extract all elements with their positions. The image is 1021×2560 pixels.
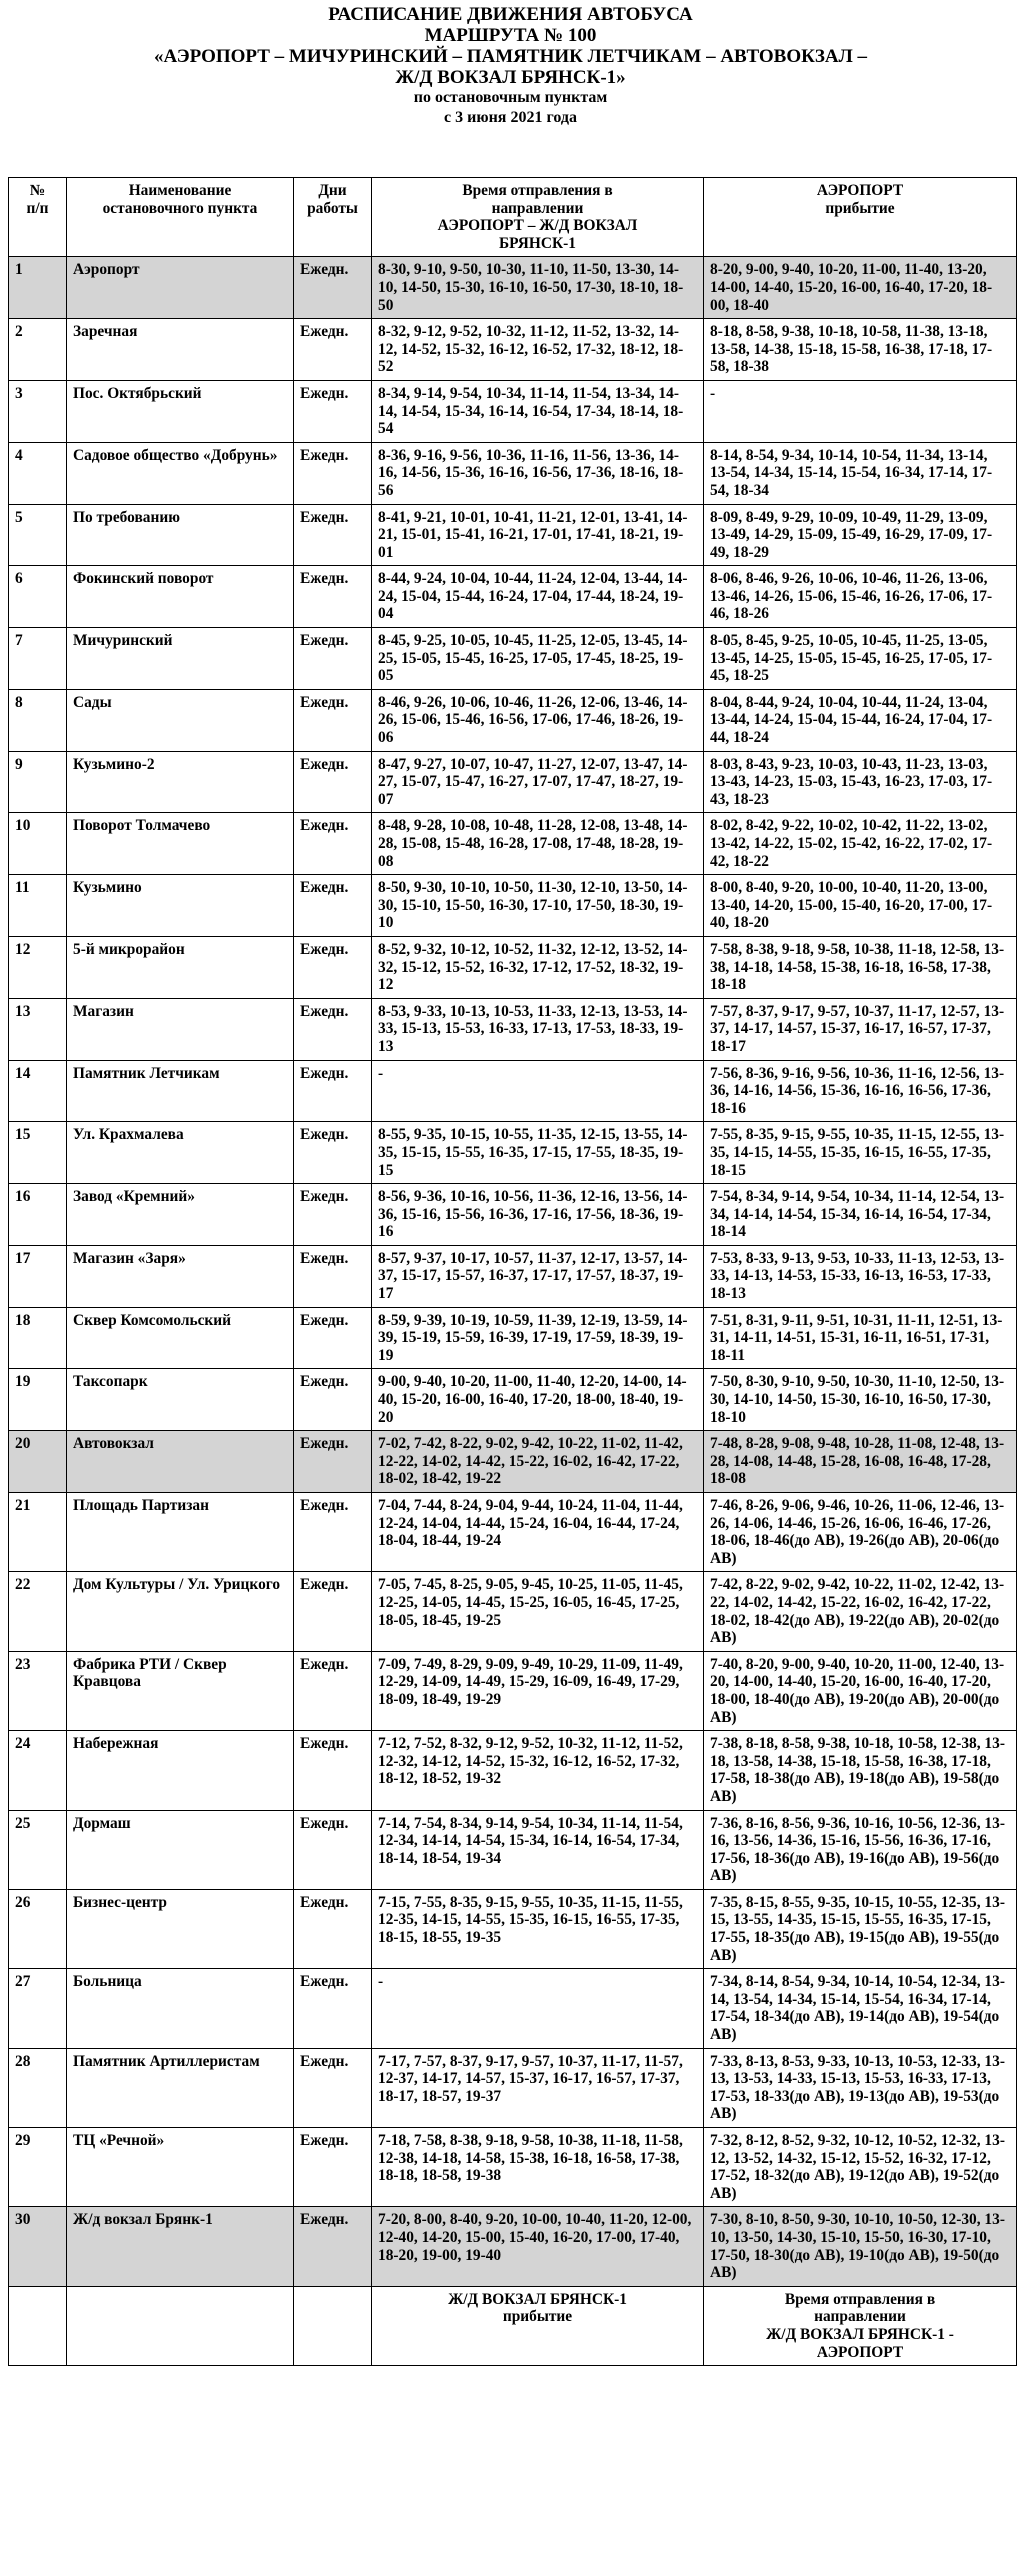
- departure-times-forward: 8-56, 9-36, 10-16, 10-56, 11-36, 12-16, 13-56, 14-36, 15-16, 15-56, 16-36, 17-16, 17-56, 18-36, 19-16: [372, 1184, 704, 1246]
- stop-name: Сады: [67, 689, 294, 751]
- operating-days: Ежедн.: [294, 566, 372, 628]
- departure-times-forward: 8-55, 9-35, 10-15, 10-55, 11-35, 12-15, 13-55, 14-35, 15-15, 15-55, 16-35, 17-15, 17-55, 18-35, 19-15: [372, 1122, 704, 1184]
- departure-times-forward: 7-18, 7-58, 8-38, 9-18, 9-58, 10-38, 11-18, 11-58, 12-38, 14-18, 14-58, 15-38, 16-18, 16-58, 17-38, 18-18, 18-58, 19-38: [372, 2128, 704, 2207]
- operating-days: Ежедн.: [294, 1307, 372, 1369]
- arrival-times-airport: 7-36, 8-16, 8-56, 9-36, 10-16, 10-56, 12-36, 13-16, 13-56, 14-36, 15-16, 15-56, 16-36, 17-16, 17-56, 18-36(до АВ), 19-16(до АВ), 19-56(до АВ): [704, 1810, 1017, 1889]
- operating-days: Ежедн.: [294, 1431, 372, 1493]
- stop-name: Мичуринский: [67, 628, 294, 690]
- column-header-days: Дни работы: [294, 178, 372, 257]
- stop-name: Дом Культуры / Ул. Урицкого: [67, 1572, 294, 1651]
- arrival-times-airport: 8-03, 8-43, 9-23, 10-03, 10-43, 11-23, 13-03, 13-43, 14-23, 15-03, 15-43, 16-23, 17-03, 17-43, 18-23: [704, 751, 1017, 813]
- arrival-times-airport: 7-53, 8-33, 9-13, 9-53, 10-33, 11-13, 12-53, 13-33, 14-13, 14-53, 15-33, 16-13, 16-53, 17-33, 18-13: [704, 1245, 1017, 1307]
- departure-times-forward: 8-57, 9-37, 10-17, 10-57, 11-37, 12-17, 13-57, 14-37, 15-17, 15-57, 16-37, 17-17, 17-57, 18-37, 19-17: [372, 1245, 704, 1307]
- row-number: 2: [9, 319, 67, 381]
- table-row: [9, 628, 1017, 690]
- arrival-times-airport: 7-40, 8-20, 9-00, 9-40, 10-20, 11-00, 12-40, 13-20, 14-00, 14-40, 15-20, 16-00, 16-40, 17-20, 18-00, 18-40(до АВ), 19-20(до АВ), 20-00(до АВ): [704, 1651, 1017, 1730]
- footer-empty-cell: [67, 2286, 294, 2365]
- stop-name: Магазин: [67, 998, 294, 1060]
- footer-forward-arrival: Ж/Д ВОКЗАЛ БРЯНСК-1 прибытие: [372, 2286, 704, 2365]
- table-row: [9, 1731, 1017, 1810]
- departure-times-forward: 7-02, 7-42, 8-22, 9-02, 9-42, 10-22, 11-02, 11-42, 12-22, 14-02, 14-42, 15-22, 16-02, 16-42, 17-22, 18-02, 18-42, 19-22: [372, 1431, 704, 1493]
- stop-name: 5-й микрорайон: [67, 936, 294, 998]
- table-row: [9, 1184, 1017, 1246]
- departure-times-forward: 7-14, 7-54, 8-34, 9-14, 9-54, 10-34, 11-14, 11-54, 12-34, 14-14, 14-54, 15-34, 16-14, 16-54, 17-34, 18-14, 18-54, 19-34: [372, 1810, 704, 1889]
- stop-name: Автовокзал: [67, 1431, 294, 1493]
- operating-days: Ежедн.: [294, 1810, 372, 1889]
- column-header-number: № п/п: [9, 178, 67, 257]
- row-number: 5: [9, 504, 67, 566]
- row-number: 4: [9, 442, 67, 504]
- operating-days: Ежедн.: [294, 257, 372, 319]
- row-number: 12: [9, 936, 67, 998]
- arrival-times-airport: 7-56, 8-36, 9-16, 9-56, 10-36, 11-16, 12-56, 13-36, 14-16, 14-56, 15-36, 16-16, 16-56, 17-36, 18-16: [704, 1060, 1017, 1122]
- stop-name: Ж/д вокзал Брянк-1: [67, 2207, 294, 2286]
- table-row: [9, 504, 1017, 566]
- title-line-5: по остановочным пунктам: [413, 89, 608, 106]
- table-header-row: [9, 178, 1017, 257]
- stop-name: Таксопарк: [67, 1369, 294, 1431]
- table-row: [9, 875, 1017, 937]
- row-number: 24: [9, 1731, 67, 1810]
- table-row: [9, 1651, 1017, 1730]
- operating-days: Ежедн.: [294, 1369, 372, 1431]
- footer-empty-cell: [294, 2286, 372, 2365]
- arrival-times-airport: 8-00, 8-40, 9-20, 10-00, 10-40, 11-20, 13-00, 13-40, 14-20, 15-00, 15-40, 16-20, 17-00, 17-40, 18-20: [704, 875, 1017, 937]
- schedule-body: [9, 257, 1017, 2286]
- stop-name: Кузьмино-2: [67, 751, 294, 813]
- row-number: 1: [9, 257, 67, 319]
- departure-times-forward: 8-45, 9-25, 10-05, 10-45, 11-25, 12-05, 13-45, 14-25, 15-05, 15-45, 16-25, 17-05, 17-45, 18-25, 19-05: [372, 628, 704, 690]
- row-number: 16: [9, 1184, 67, 1246]
- row-number: 3: [9, 380, 67, 442]
- operating-days: Ежедн.: [294, 875, 372, 937]
- table-row: [9, 936, 1017, 998]
- row-number: 23: [9, 1651, 67, 1730]
- stop-name: Бизнес-центр: [67, 1889, 294, 1968]
- table-row: [9, 1493, 1017, 1572]
- operating-days: Ежедн.: [294, 689, 372, 751]
- row-number: 19: [9, 1369, 67, 1431]
- row-number: 29: [9, 2128, 67, 2207]
- operating-days: Ежедн.: [294, 628, 372, 690]
- operating-days: Ежедн.: [294, 1060, 372, 1122]
- departure-times-forward: 8-44, 9-24, 10-04, 10-44, 11-24, 12-04, 13-44, 14-24, 15-04, 15-44, 16-24, 17-04, 17-44, 18-24, 19-04: [372, 566, 704, 628]
- table-row: [9, 813, 1017, 875]
- table-row: [9, 1810, 1017, 1889]
- stop-name: Площадь Партизан: [67, 1493, 294, 1572]
- arrival-times-airport: 7-30, 8-10, 8-50, 9-30, 10-10, 10-50, 12-30, 13-10, 13-50, 14-30, 15-10, 15-50, 16-30, 17-10, 17-50, 18-30(до АВ), 19-10(до АВ), 19-50(до АВ): [704, 2207, 1017, 2286]
- arrival-times-airport: 8-05, 8-45, 9-25, 10-05, 10-45, 11-25, 13-05, 13-45, 14-25, 15-05, 15-45, 16-25, 17-05, 17-45, 18-25: [704, 628, 1017, 690]
- table-row: [9, 998, 1017, 1060]
- table-row: [9, 380, 1017, 442]
- stop-name: Кузьмино: [67, 875, 294, 937]
- departure-times-forward: -: [372, 1969, 704, 2048]
- stop-name: Сквер Комсомольский: [67, 1307, 294, 1369]
- table-row: [9, 1307, 1017, 1369]
- row-number: 26: [9, 1889, 67, 1968]
- title-line-1: РАСПИСАНИЕ ДВИЖЕНИЯ АВТОБУСА: [328, 4, 693, 25]
- row-number: 10: [9, 813, 67, 875]
- departure-times-forward: 7-04, 7-44, 8-24, 9-04, 9-44, 10-24, 11-04, 11-44, 12-24, 14-04, 14-44, 15-24, 16-04, 16-44, 17-24, 18-04, 18-44, 19-24: [372, 1493, 704, 1572]
- arrival-times-airport: 8-18, 8-58, 9-38, 10-18, 10-58, 11-38, 13-18, 13-58, 14-38, 15-18, 15-58, 16-38, 17-18, 17-58, 18-38: [704, 319, 1017, 381]
- operating-days: Ежедн.: [294, 380, 372, 442]
- table-row: [9, 1060, 1017, 1122]
- stop-name: Памятник Летчикам: [67, 1060, 294, 1122]
- column-header-stop: Наименование остановочного пункта: [67, 178, 294, 257]
- arrival-times-airport: 7-48, 8-28, 9-08, 9-48, 10-28, 11-08, 12-48, 13-28, 14-08, 14-48, 15-28, 16-08, 16-48, 17-28, 18-08: [704, 1431, 1017, 1493]
- operating-days: Ежедн.: [294, 1184, 372, 1246]
- departure-times-forward: 7-09, 7-49, 8-29, 9-09, 9-49, 10-29, 11-09, 11-49, 12-29, 14-09, 14-49, 15-29, 16-09, 16-49, 17-29, 18-09, 18-49, 19-29: [372, 1651, 704, 1730]
- table-row: [9, 1889, 1017, 1968]
- arrival-times-airport: 7-32, 8-12, 8-52, 9-32, 10-12, 10-52, 12-32, 13-12, 13-52, 14-32, 15-12, 15-52, 16-32, 17-12, 17-52, 18-32(до АВ), 19-12(до АВ), 19-52(до АВ): [704, 2128, 1017, 2207]
- row-number: 8: [9, 689, 67, 751]
- arrival-times-airport: 7-55, 8-35, 9-15, 9-55, 10-35, 11-15, 12-55, 13-35, 14-15, 14-55, 15-35, 16-15, 16-55, 17-35, 18-15: [704, 1122, 1017, 1184]
- departure-times-forward: 8-48, 9-28, 10-08, 10-48, 11-28, 12-08, 13-48, 14-28, 15-08, 15-48, 16-28, 17-08, 17-48, 18-28, 19-08: [372, 813, 704, 875]
- stop-name: Набережная: [67, 1731, 294, 1810]
- table-row: [9, 1969, 1017, 2048]
- stop-name: Заречная: [67, 319, 294, 381]
- operating-days: Ежедн.: [294, 751, 372, 813]
- stop-name: Больница: [67, 1969, 294, 2048]
- row-number: 28: [9, 2048, 67, 2127]
- operating-days: Ежедн.: [294, 998, 372, 1060]
- stop-name: Завод «Кремний»: [67, 1184, 294, 1246]
- footer-backward-departure: Время отправления в направлении Ж/Д ВОКЗАЛ БРЯНСК-1 - АЭРОПОРТ: [704, 2286, 1017, 2365]
- operating-days: Ежедн.: [294, 1572, 372, 1651]
- table-row: [9, 566, 1017, 628]
- arrival-times-airport: 8-14, 8-54, 9-34, 10-14, 10-54, 11-34, 13-14, 13-54, 14-34, 15-14, 15-54, 16-34, 17-14, 17-54, 18-34: [704, 442, 1017, 504]
- row-number: 9: [9, 751, 67, 813]
- row-number: 20: [9, 1431, 67, 1493]
- row-number: 15: [9, 1122, 67, 1184]
- table-row: [9, 751, 1017, 813]
- operating-days: Ежедн.: [294, 2048, 372, 2127]
- departure-times-forward: 9-00, 9-40, 10-20, 11-00, 11-40, 12-20, 14-00, 14-40, 15-20, 16-00, 16-40, 17-20, 18-00, 18-40, 19-20: [372, 1369, 704, 1431]
- table-row: [9, 689, 1017, 751]
- row-number: 21: [9, 1493, 67, 1572]
- operating-days: Ежедн.: [294, 1245, 372, 1307]
- stop-name: Фокинский поворот: [67, 566, 294, 628]
- row-number: 25: [9, 1810, 67, 1889]
- departure-times-forward: 8-47, 9-27, 10-07, 10-47, 11-27, 12-07, 13-47, 14-27, 15-07, 15-47, 16-27, 17-07, 17-47, 18-27, 19-07: [372, 751, 704, 813]
- operating-days: Ежедн.: [294, 2207, 372, 2286]
- departure-times-forward: 8-53, 9-33, 10-13, 10-53, 11-33, 12-13, 13-53, 14-33, 15-13, 15-53, 16-33, 17-13, 17-53, 18-33, 19-13: [372, 998, 704, 1060]
- arrival-times-airport: 7-57, 8-37, 9-17, 9-57, 10-37, 11-17, 12-57, 13-37, 14-17, 14-57, 15-37, 16-17, 16-57, 17-37, 18-17: [704, 998, 1017, 1060]
- operating-days: Ежедн.: [294, 2128, 372, 2207]
- row-number: 30: [9, 2207, 67, 2286]
- row-number: 22: [9, 1572, 67, 1651]
- arrival-times-airport: 8-04, 8-44, 9-24, 10-04, 10-44, 11-24, 13-04, 13-44, 14-24, 15-04, 15-44, 16-24, 17-04, 17-44, 18-24: [704, 689, 1017, 751]
- departure-times-forward: 7-15, 7-55, 8-35, 9-15, 9-55, 10-35, 11-15, 11-55, 12-35, 14-15, 14-55, 15-35, 16-15, 16-55, 17-35, 18-15, 18-55, 19-35: [372, 1889, 704, 1968]
- table-row: [9, 2048, 1017, 2127]
- departure-times-forward: 7-20, 8-00, 8-40, 9-20, 10-00, 10-40, 11-20, 12-00, 12-40, 14-20, 15-00, 15-40, 16-20, 17-00, 17-40, 18-20, 19-00, 19-40: [372, 2207, 704, 2286]
- schedule-table: [8, 177, 1017, 2366]
- document-title: [0, 4, 1021, 128]
- departure-times-forward: 8-50, 9-30, 10-10, 10-50, 11-30, 12-10, 13-50, 14-30, 15-10, 15-50, 16-30, 17-10, 17-50, 18-30, 19-10: [372, 875, 704, 937]
- title-line-4: Ж/Д ВОКЗАЛ БРЯНСК-1»: [395, 67, 626, 88]
- row-number: 6: [9, 566, 67, 628]
- table-row: [9, 1245, 1017, 1307]
- title-line-2: МАРШРУТА № 100: [424, 25, 597, 46]
- arrival-times-airport: 7-33, 8-13, 8-53, 9-33, 10-13, 10-53, 12-33, 13-13, 13-53, 14-33, 15-13, 15-53, 16-33, 17-13, 17-53, 18-33(до АВ), 19-13(до АВ), 19-53(до АВ): [704, 2048, 1017, 2127]
- departure-times-forward: 8-41, 9-21, 10-01, 10-41, 11-21, 12-01, 13-41, 14-21, 15-01, 15-41, 16-21, 17-01, 17-41, 18-21, 19-01: [372, 504, 704, 566]
- operating-days: Ежедн.: [294, 1969, 372, 2048]
- arrival-times-airport: -: [704, 380, 1017, 442]
- footer-empty-cell: [9, 2286, 67, 2365]
- row-number: 14: [9, 1060, 67, 1122]
- arrival-times-airport: 7-35, 8-15, 8-55, 9-35, 10-15, 10-55, 12-35, 13-15, 13-55, 14-35, 15-15, 15-55, 16-35, 17-15, 17-55, 18-35(до АВ), 19-15(до АВ), 19-55(до АВ): [704, 1889, 1017, 1968]
- row-number: 17: [9, 1245, 67, 1307]
- arrival-times-airport: 7-34, 8-14, 8-54, 9-34, 10-14, 10-54, 12-34, 13-14, 13-54, 14-34, 15-14, 15-54, 16-34, 17-14, 17-54, 18-34(до АВ), 19-14(до АВ), 19-54(до АВ): [704, 1969, 1017, 2048]
- operating-days: Ежедн.: [294, 813, 372, 875]
- departure-times-forward: 8-46, 9-26, 10-06, 10-46, 11-26, 12-06, 13-46, 14-26, 15-06, 15-46, 16-56, 17-06, 17-46, 18-26, 19-06: [372, 689, 704, 751]
- arrival-times-airport: 7-42, 8-22, 9-02, 9-42, 10-22, 11-02, 12-42, 13-22, 14-02, 14-42, 15-22, 16-02, 16-42, 17-22, 18-02, 18-42(до АВ), 19-22(до АВ), 20-02(до АВ): [704, 1572, 1017, 1651]
- departure-times-forward: 8-30, 9-10, 9-50, 10-30, 11-10, 11-50, 13-30, 14-10, 14-50, 15-30, 16-10, 16-50, 17-30, 18-10, 18-50: [372, 257, 704, 319]
- row-number: 18: [9, 1307, 67, 1369]
- table-row: [9, 1431, 1017, 1493]
- column-header-forward: Время отправления в направлении АЭРОПОРТ – Ж/Д ВОКЗАЛ БРЯНСК-1: [372, 178, 704, 257]
- stop-name: Ул. Крахмалева: [67, 1122, 294, 1184]
- stop-name: Дормаш: [67, 1810, 294, 1889]
- operating-days: Ежедн.: [294, 504, 372, 566]
- operating-days: Ежедн.: [294, 319, 372, 381]
- departure-times-forward: -: [372, 1060, 704, 1122]
- arrival-times-airport: 7-51, 8-31, 9-11, 9-51, 10-31, 11-11, 12-51, 13-31, 14-11, 14-51, 15-31, 16-11, 16-51, 17-31, 18-11: [704, 1307, 1017, 1369]
- departure-times-forward: 8-34, 9-14, 9-54, 10-34, 11-14, 11-54, 13-34, 14-14, 14-54, 15-34, 16-14, 16-54, 17-34, 18-14, 18-54: [372, 380, 704, 442]
- stop-name: Поворот Толмачево: [67, 813, 294, 875]
- table-row: [9, 2128, 1017, 2207]
- stop-name: Магазин «Заря»: [67, 1245, 294, 1307]
- table-row: [9, 1369, 1017, 1431]
- row-number: 13: [9, 998, 67, 1060]
- row-number: 7: [9, 628, 67, 690]
- operating-days: Ежедн.: [294, 442, 372, 504]
- arrival-times-airport: 7-46, 8-26, 9-06, 9-46, 10-26, 11-06, 12-46, 13-26, 14-06, 14-46, 15-26, 16-06, 16-46, 17-26, 18-06, 18-46(до АВ), 19-26(до АВ), 20-06(до АВ): [704, 1493, 1017, 1572]
- operating-days: Ежедн.: [294, 1889, 372, 1968]
- table-row: [9, 2207, 1017, 2286]
- row-number: 27: [9, 1969, 67, 2048]
- stop-name: Садовое общество «Добрунь»: [67, 442, 294, 504]
- operating-days: Ежедн.: [294, 1493, 372, 1572]
- stop-name: ТЦ «Речной»: [67, 2128, 294, 2207]
- arrival-times-airport: 8-06, 8-46, 9-26, 10-06, 10-46, 11-26, 13-06, 13-46, 14-26, 15-06, 15-46, 16-26, 17-06, 17-46, 18-26: [704, 566, 1017, 628]
- title-line-6: с 3 июня 2021 года: [444, 109, 577, 126]
- table-row: [9, 1122, 1017, 1184]
- stop-name: Аэропорт: [67, 257, 294, 319]
- arrival-times-airport: 8-09, 8-49, 9-29, 10-09, 10-49, 11-29, 13-09, 13-49, 14-29, 15-09, 15-49, 16-29, 17-09, 17-49, 18-29: [704, 504, 1017, 566]
- arrival-times-airport: 7-58, 8-38, 9-18, 9-58, 10-38, 11-18, 12-58, 13-38, 14-18, 14-58, 15-38, 16-18, 16-58, 17-38, 18-18: [704, 936, 1017, 998]
- row-number: 11: [9, 875, 67, 937]
- operating-days: Ежедн.: [294, 1122, 372, 1184]
- column-header-backward: АЭРОПОРТ прибытие: [704, 178, 1017, 257]
- table-footer-row: [9, 2286, 1017, 2365]
- arrival-times-airport: 7-54, 8-34, 9-14, 9-54, 10-34, 11-14, 12-54, 13-34, 14-14, 14-54, 15-34, 16-14, 16-54, 17-34, 18-14: [704, 1184, 1017, 1246]
- table-row: [9, 319, 1017, 381]
- table-row: [9, 1572, 1017, 1651]
- departure-times-forward: 8-32, 9-12, 9-52, 10-32, 11-12, 11-52, 13-32, 14-12, 14-52, 15-32, 16-12, 16-52, 17-32, 18-12, 18-52: [372, 319, 704, 381]
- stop-name: Памятник Артиллеристам: [67, 2048, 294, 2127]
- operating-days: Ежедн.: [294, 1731, 372, 1810]
- arrival-times-airport: 7-50, 8-30, 9-10, 9-50, 10-30, 11-10, 12-50, 13-30, 14-10, 14-50, 15-30, 16-10, 16-50, 17-30, 18-10: [704, 1369, 1017, 1431]
- operating-days: Ежедн.: [294, 1651, 372, 1730]
- title-line-3: «АЭРОПОРТ – МИЧУРИНСКИЙ – ПАМЯТНИК ЛЕТЧИКАМ – АВТОВОКЗАЛ –: [153, 46, 868, 67]
- arrival-times-airport: 8-20, 9-00, 9-40, 10-20, 11-00, 11-40, 13-20, 14-00, 14-40, 15-20, 16-00, 16-40, 17-20, 18-00, 18-40: [704, 257, 1017, 319]
- departure-times-forward: 8-36, 9-16, 9-56, 10-36, 11-16, 11-56, 13-36, 14-16, 14-56, 15-36, 16-16, 16-56, 17-36, 18-16, 18-56: [372, 442, 704, 504]
- departure-times-forward: 7-17, 7-57, 8-37, 9-17, 9-57, 10-37, 11-17, 11-57, 12-37, 14-17, 14-57, 15-37, 16-17, 16-57, 17-37, 18-17, 18-57, 19-37: [372, 2048, 704, 2127]
- stop-name: Пос. Октябрьский: [67, 380, 294, 442]
- table-row: [9, 257, 1017, 319]
- stop-name: По требованию: [67, 504, 294, 566]
- arrival-times-airport: 7-38, 8-18, 8-58, 9-38, 10-18, 10-58, 12-38, 13-18, 13-58, 14-38, 15-18, 15-58, 16-38, 17-18, 17-58, 18-38(до АВ), 19-18(до АВ), 19-58(до АВ): [704, 1731, 1017, 1810]
- departure-times-forward: 7-12, 7-52, 8-32, 9-12, 9-52, 10-32, 11-12, 11-52, 12-32, 14-12, 14-52, 15-32, 16-12, 16-52, 17-32, 18-12, 18-52, 19-32: [372, 1731, 704, 1810]
- departure-times-forward: 7-05, 7-45, 8-25, 9-05, 9-45, 10-25, 11-05, 11-45, 12-25, 14-05, 14-45, 15-25, 16-05, 16-45, 17-25, 18-05, 18-45, 19-25: [372, 1572, 704, 1651]
- arrival-times-airport: 8-02, 8-42, 9-22, 10-02, 10-42, 11-22, 13-02, 13-42, 14-22, 15-02, 15-42, 16-22, 17-02, 17-42, 18-22: [704, 813, 1017, 875]
- departure-times-forward: 8-59, 9-39, 10-19, 10-59, 11-39, 12-19, 13-59, 14-39, 15-19, 15-59, 16-39, 17-19, 17-59, 18-39, 19-19: [372, 1307, 704, 1369]
- table-row: [9, 442, 1017, 504]
- stop-name: Фабрика РТИ / Сквер Кравцова: [67, 1651, 294, 1730]
- departure-times-forward: 8-52, 9-32, 10-12, 10-52, 11-32, 12-12, 13-52, 14-32, 15-12, 15-52, 16-32, 17-12, 17-52, 18-32, 19-12: [372, 936, 704, 998]
- operating-days: Ежедн.: [294, 936, 372, 998]
